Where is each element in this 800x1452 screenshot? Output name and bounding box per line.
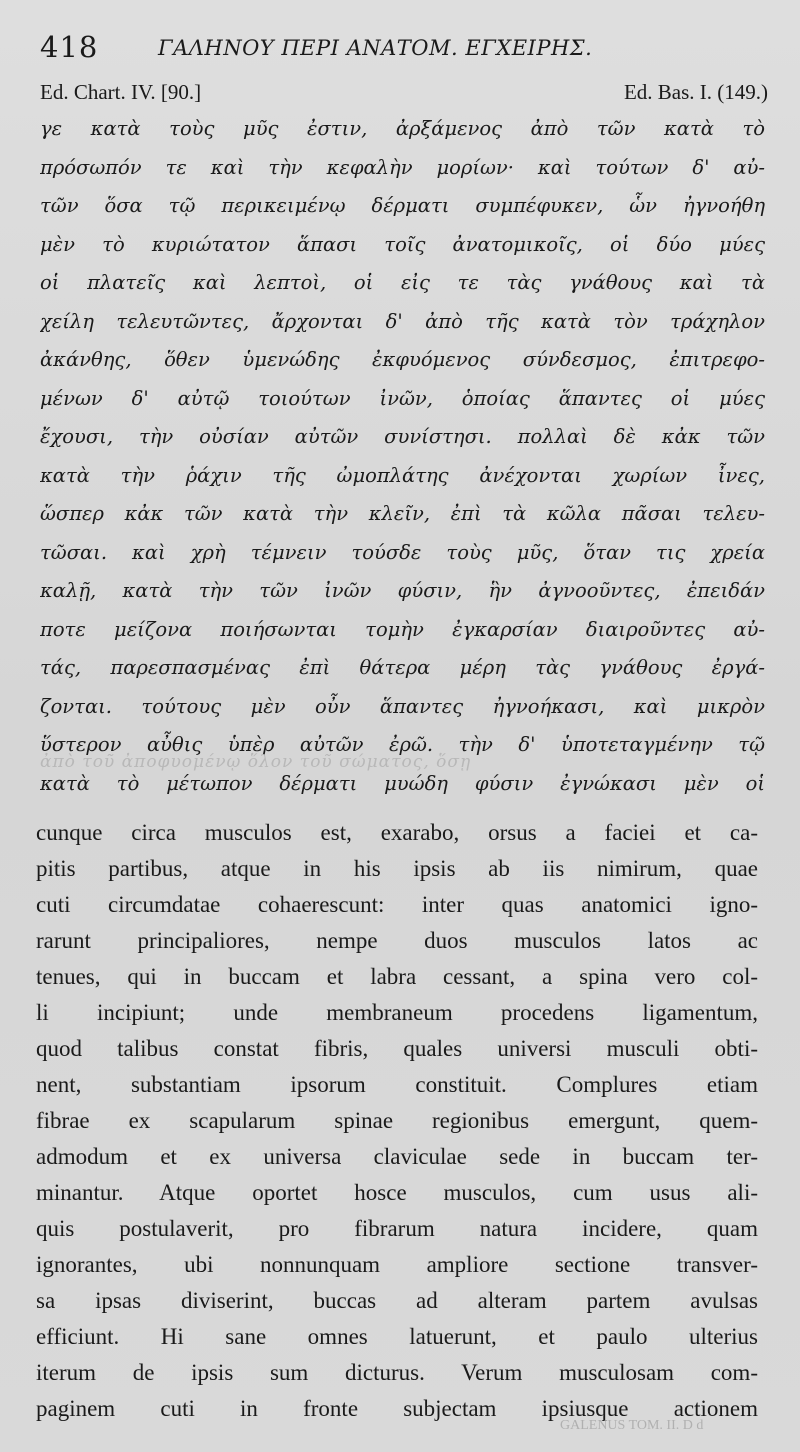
greek-text-block: [40, 110, 765, 803]
edition-basel-reference: Ed. Bas. I. (149.): [623, 80, 768, 104]
latin-text-block: [36, 815, 758, 1427]
latin-line: li incipiunt; unde membraneum procedens ligamentum,: [36, 1000, 758, 1025]
greek-line: πρόσωπόν τε καὶ τὴν κεφαλὴν μορίων· καὶ τούτων δ' αὐ-: [40, 155, 765, 179]
latin-line: minantur. Atque oportet hosce musculos, cum usus ali-: [36, 1180, 758, 1205]
show-through-text: ἀπὸ τοῦ ἀποφυομένῳ ὅλον τοῦ σώματος, ὅσῃ: [40, 752, 472, 772]
latin-line: quis postulaverit, pro fibrarum natura incidere, quam: [36, 1216, 758, 1241]
latin-line: quod talibus constat fibris, quales universi musculi obti-: [36, 1036, 758, 1061]
latin-line: cunque circa musculos est, exarabo, orsus a faciei et ca-: [36, 820, 758, 845]
greek-line: οἱ πλατεῖς καὶ λεπτοὶ, οἱ εἰς τε τὰς γνάθους καὶ τὰ: [40, 271, 765, 294]
greek-line: μένων δ' αὐτῷ τοιούτων ἰνῶν, ὁποίας ἅπαντες οἱ μύες: [40, 386, 765, 410]
greek-line: κατὰ τὴν ῥάχιν τῆς ὠμοπλάτης ἀνέχονται χωρίων ἶνες,: [40, 463, 765, 487]
greek-line: ἔχουσι, τὴν οὐσίαν αὐτῶν συνίστησι. πολλαὶ δὲ κἀκ τῶν: [40, 425, 765, 448]
greek-line: χείλη τελευτῶντες, ἄρχονται δ' ἀπὸ τῆς κατὰ τὸν τράχηλον: [40, 309, 765, 333]
greek-line: ζονται. τούτους μὲν οὖν ἅπαντες ἠγνοήκασι, καὶ μικρὸν: [40, 694, 765, 718]
greek-line: γε κατὰ τοὺς μῦς ἐστιν, ἀρξάμενος ἀπὸ τῶν κατὰ τὸ: [40, 117, 765, 140]
running-title: ΓΑΛΗΝΟΥ ΠΕΡΙ ΑΝΑΤΟΜ. ΕΓΧΕΙΡΗΣ.: [158, 36, 593, 60]
latin-line: nent, substantiam ipsorum constituit. Complures etiam: [36, 1072, 758, 1097]
latin-line: fibrae ex scapularum spinae regionibus emergunt, quem-: [36, 1108, 758, 1133]
greek-line: κατὰ τὸ μέτωπον δέρματι μυώδη φύσιν ἐγνώκασι μὲν οἱ: [40, 771, 765, 795]
latin-line: ignorantes, ubi nonnunquam ampliore sectione transver-: [36, 1252, 758, 1277]
running-head: [40, 30, 760, 66]
latin-line: paginem cuti in fronte subjectam ipsiusque actionem: [36, 1396, 758, 1421]
latin-line: rarunt principaliores, nempe duos musculos latos ac: [36, 928, 758, 953]
greek-line: τάς, παρεσπασμένας ἐπὶ θάτερα μέρη τὰς γνάθους ἐργά-: [40, 656, 765, 679]
page-number: 418: [40, 30, 99, 64]
footer-signature: GALENUS TOM. II. D d: [560, 1418, 704, 1433]
latin-line: pitis partibus, atque in his ipsis ab iis nimirum, quae: [36, 856, 758, 881]
latin-line: tenues, qui in buccam et labra cessant, a spina vero col-: [36, 964, 758, 989]
latin-line: iterum de ipsis sum dicturus. Verum musculosam com-: [36, 1360, 758, 1385]
latin-line: cuti circumdatae cohaerescunt: inter quas anatomici igno-: [36, 892, 758, 917]
greek-line: ὕστερον αὖθις ὑπὲρ αὐτῶν ἐρῶ. τὴν δ' ὑποτεταγμένην τῷ: [40, 733, 765, 756]
edition-chart-reference: Ed. Chart. IV. [90.]: [40, 80, 202, 104]
latin-line: admodum et ex universa claviculae sede in buccam ter-: [36, 1144, 758, 1169]
greek-line: καλῇ, κατὰ τὴν τῶν ἰνῶν φύσιν, ἣν ἀγνοοῦντες, ἐπειδάν: [40, 579, 765, 602]
greek-line: τῶν ὅσα τῷ περικειμένῳ δέρματι συμπέφυκεν, ὧν ἠγνοήθη: [40, 194, 765, 217]
greek-line: μὲν τὸ κυριώτατον ἅπασι τοῖς ἀνατομικοῖς, οἱ δύο μύες: [40, 232, 765, 256]
latin-line: sa ipsas diviserint, buccas ad alteram partem avulsas: [36, 1288, 758, 1313]
greek-line: ὥσπερ κἀκ τῶν κατὰ τὴν κλεῖν, ἐπὶ τὰ κῶλα πᾶσαι τελευ-: [40, 502, 765, 525]
edition-reference-line: [40, 80, 768, 110]
greek-line: ἀκάνθης, ὅθεν ὑμενώδης ἐκφυόμενος σύνδεσμος, ἐπιτρεφο-: [40, 348, 765, 371]
latin-line: efficiunt. Hi sane omnes latuerunt, et paulo ulterius: [36, 1324, 758, 1349]
greek-line: ποτε μείζονα ποιήσωνται τομὴν ἐγκαρσίαν διαιροῦντες αὐ-: [40, 617, 765, 641]
greek-line: τῶσαι. καὶ χρὴ τέμνειν τούσδε τοὺς μῦς, ὅταν τις χρεία: [40, 540, 765, 564]
